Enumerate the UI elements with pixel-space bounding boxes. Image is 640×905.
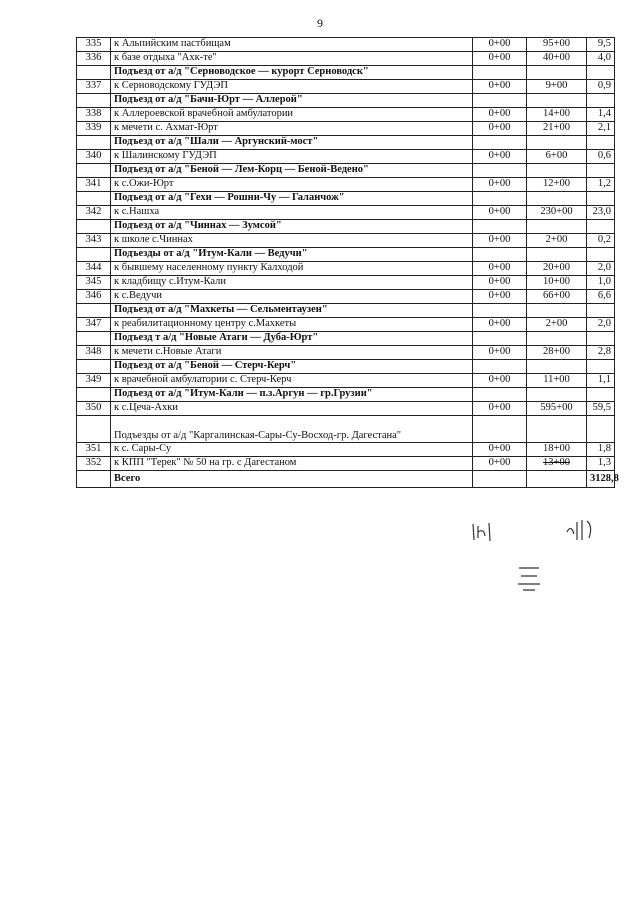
row-number-cell: 337 [77, 80, 111, 94]
start-km-cell [473, 66, 527, 80]
section-header-row [77, 248, 615, 262]
start-km-cell: 0+00 [473, 122, 527, 136]
table-row [77, 346, 615, 360]
row-number-cell: 350 [77, 402, 111, 416]
road-name-cell: к Серноводскому ГУДЭП [111, 80, 473, 94]
road-name-cell: к с.Нашха [111, 206, 473, 220]
road-name-cell: к реабилитационному центру с.Махкеты [111, 318, 473, 332]
end-km-cell: 2+00 [527, 318, 587, 332]
row-number-cell [77, 360, 111, 374]
end-km-cell [527, 360, 587, 374]
signature-mark-right [565, 518, 595, 542]
start-km-cell: 0+00 [473, 457, 527, 471]
section-title-cell: Подъезды от а/д "Каргалинская-Сары-Су-Восход-гр. Дагестана" [111, 416, 473, 443]
road-name-cell: к с.Ожи-Юрт [111, 178, 473, 192]
road-name-cell: к Шалинскому ГУДЭП [111, 150, 473, 164]
end-km-cell [527, 248, 587, 262]
length-km-cell [587, 360, 615, 374]
table-row [77, 38, 615, 52]
section-header-row [77, 332, 615, 346]
length-km-cell: 2,8 [587, 346, 615, 360]
length-km-cell: 2,1 [587, 122, 615, 136]
road-name-cell: к Аллероевской врачебной амбулатории [111, 108, 473, 122]
start-km-cell: 0+00 [473, 443, 527, 457]
length-km-cell [587, 248, 615, 262]
length-km-cell [587, 94, 615, 108]
section-title-cell: Подъезд от а/д "Чиннах — Зумсой" [111, 220, 473, 234]
length-km-cell: 1,3 [587, 457, 615, 471]
section-title-cell: Подъезд от а/д "Гехи — Рошни-Чу — Галанчож" [111, 192, 473, 206]
row-number-cell [77, 388, 111, 402]
road-name-cell: к школе с.Чиннах [111, 234, 473, 248]
end-km-cell [527, 416, 587, 443]
length-km-cell [587, 164, 615, 178]
table-row [77, 108, 615, 122]
section-title-cell: Подъезд от а/д "Беной — Стерч-Керч" [111, 360, 473, 374]
table-row [77, 457, 615, 471]
start-km-cell [473, 388, 527, 402]
total-label-cell: Всего [111, 471, 473, 488]
start-km-cell [473, 192, 527, 206]
row-number-cell: 347 [77, 318, 111, 332]
signature-mark-left [470, 520, 494, 542]
table-row [77, 318, 615, 332]
length-km-cell: 1,0 [587, 276, 615, 290]
end-km-cell [527, 388, 587, 402]
end-km-cell: 2+00 [527, 234, 587, 248]
end-km-cell: 10+00 [527, 276, 587, 290]
end-km-cell: 18+00 [527, 443, 587, 457]
row-number-cell: 342 [77, 206, 111, 220]
length-km-cell: 4,0 [587, 52, 615, 66]
start-km-cell: 0+00 [473, 178, 527, 192]
row-number-cell [77, 304, 111, 318]
start-km-cell [473, 360, 527, 374]
row-number-cell: 338 [77, 108, 111, 122]
section-header-row [77, 164, 615, 178]
start-km-cell [473, 304, 527, 318]
end-km-cell [527, 332, 587, 346]
end-km-cell: 9+00 [527, 80, 587, 94]
table-row [77, 80, 615, 94]
length-km-cell: 1,8 [587, 443, 615, 457]
end-km-cell: 12+00 [527, 178, 587, 192]
section-header-row [77, 220, 615, 234]
page-number: 9 [317, 16, 323, 30]
start-km-cell: 0+00 [473, 262, 527, 276]
end-km-cell: 230+00 [527, 206, 587, 220]
end-km-cell: 11+00 [527, 374, 587, 388]
section-header-row [77, 66, 615, 80]
end-km-cell: 95+00 [527, 38, 587, 52]
end-km-cell [527, 136, 587, 150]
length-km-cell [587, 332, 615, 346]
row-number-cell [77, 220, 111, 234]
table-row [77, 52, 615, 66]
length-km-cell: 0,9 [587, 80, 615, 94]
row-number-cell: 336 [77, 52, 111, 66]
length-km-cell: 0,2 [587, 234, 615, 248]
end-km-cell [527, 220, 587, 234]
end-km-cell: 13+00 [527, 457, 587, 471]
row-number-cell: 339 [77, 122, 111, 136]
length-km-cell: 0,6 [587, 150, 615, 164]
road-name-cell: к базе отдыха "Ахк-те" [111, 52, 473, 66]
section-title-cell: Подъезд от а/д "Махкеты — Сельментаузен" [111, 304, 473, 318]
start-km-cell: 0+00 [473, 150, 527, 164]
start-km-cell: 0+00 [473, 346, 527, 360]
length-km-cell: 9,5 [587, 38, 615, 52]
end-km-cell [527, 94, 587, 108]
row-number-cell [77, 192, 111, 206]
start-km-cell: 0+00 [473, 234, 527, 248]
section-header-row [77, 388, 615, 402]
start-km-cell [473, 220, 527, 234]
end-km-cell: 14+00 [527, 108, 587, 122]
total-length-cell: 3128,8 [587, 471, 615, 488]
row-number-cell: 349 [77, 374, 111, 388]
row-number-cell: 351 [77, 443, 111, 457]
section-title-cell: Подъезд от а/д "Беной — Лем-Корц — Беной-Ведено" [111, 164, 473, 178]
section-title-cell: Подъезд от а/д "Итум-Кали — п.з.Аргун — гр.Грузии" [111, 388, 473, 402]
row-number-cell [77, 248, 111, 262]
table-row [77, 443, 615, 457]
start-km-cell: 0+00 [473, 38, 527, 52]
row-number-cell [77, 471, 111, 488]
section-header-row [77, 94, 615, 108]
road-name-cell: к КПП "Терек" № 50 на гр. с Дагестаном [111, 457, 473, 471]
road-name-cell: к с. Сары-Су [111, 443, 473, 457]
row-number-cell: 345 [77, 276, 111, 290]
row-number-cell: 335 [77, 38, 111, 52]
start-km-cell: 0+00 [473, 290, 527, 304]
table-row [77, 150, 615, 164]
section-header-row [77, 192, 615, 206]
road-name-cell: к с.Цеча-Ахки [111, 402, 473, 416]
section-header-row [77, 416, 615, 443]
length-km-cell [587, 136, 615, 150]
length-km-cell: 2,0 [587, 318, 615, 332]
end-km-cell [527, 304, 587, 318]
row-number-cell: 340 [77, 150, 111, 164]
row-number-cell [77, 136, 111, 150]
roads-table [76, 37, 619, 488]
start-km-cell: 0+00 [473, 108, 527, 122]
row-number-cell [77, 66, 111, 80]
length-km-cell [587, 192, 615, 206]
start-km-cell [473, 248, 527, 262]
length-km-cell: 1,2 [587, 178, 615, 192]
road-name-cell: к мечети с. Ахмат-Юрт [111, 122, 473, 136]
row-number-cell [77, 94, 111, 108]
row-number-cell [77, 416, 111, 443]
start-km-cell: 0+00 [473, 206, 527, 220]
table-row [77, 290, 615, 304]
end-km-cell: 28+00 [527, 346, 587, 360]
table-row [77, 206, 615, 220]
start-km-cell: 0+00 [473, 402, 527, 416]
length-km-cell [587, 304, 615, 318]
end-km-cell [527, 66, 587, 80]
roads-table-body [77, 38, 619, 488]
length-km-cell: 1,4 [587, 108, 615, 122]
section-header-row [77, 360, 615, 374]
end-km-cell: 40+00 [527, 52, 587, 66]
row-number-cell: 341 [77, 178, 111, 192]
section-title-cell: Подъезд т а/д "Новые Атаги — Дуба-Юрт" [111, 332, 473, 346]
table-row [77, 262, 615, 276]
table-row [77, 178, 615, 192]
road-name-cell: к кладбищу с.Итум-Кали [111, 276, 473, 290]
section-title-cell: Подъезд от а/д "Серноводское — курорт Серноводск" [111, 66, 473, 80]
start-km-cell [473, 332, 527, 346]
start-km-cell [473, 164, 527, 178]
table-row [77, 374, 615, 388]
row-number-cell: 344 [77, 262, 111, 276]
table-row [77, 234, 615, 248]
end-km-cell: 66+00 [527, 290, 587, 304]
length-km-cell [587, 66, 615, 80]
road-name-cell: к мечети с.Новые Атаги [111, 346, 473, 360]
section-title-cell: Подъезд от а/д "Шали — Аргунский-мост" [111, 136, 473, 150]
section-header-row [77, 304, 615, 318]
start-km-cell [473, 94, 527, 108]
end-km-cell [527, 192, 587, 206]
start-km-cell: 0+00 [473, 276, 527, 290]
row-number-cell: 348 [77, 346, 111, 360]
row-number-cell: 346 [77, 290, 111, 304]
total-row [77, 471, 615, 488]
start-km-cell: 0+00 [473, 318, 527, 332]
end-km-cell [527, 471, 587, 488]
start-km-cell: 0+00 [473, 52, 527, 66]
length-km-cell [587, 220, 615, 234]
length-km-cell [587, 416, 615, 443]
section-title-cell: Подъезд от а/д "Бачи-Юрт — Аллерой" [111, 94, 473, 108]
length-km-cell [587, 388, 615, 402]
stamp-mark [515, 562, 543, 592]
start-km-cell [473, 416, 527, 443]
length-km-cell: 6,6 [587, 290, 615, 304]
start-km-cell: 0+00 [473, 374, 527, 388]
table-row [77, 122, 615, 136]
road-name-cell: к с.Ведучи [111, 290, 473, 304]
road-name-cell: к врачебной амбулатории с. Стерч-Керч [111, 374, 473, 388]
length-km-cell: 59,5 [587, 402, 615, 416]
end-km-cell: 21+00 [527, 122, 587, 136]
table-row [77, 276, 615, 290]
end-km-cell [527, 164, 587, 178]
road-name-cell: к Альпийским пастбищам [111, 38, 473, 52]
section-header-row [77, 136, 615, 150]
length-km-cell: 2,0 [587, 262, 615, 276]
length-km-cell: 1,1 [587, 374, 615, 388]
start-km-cell [473, 471, 527, 488]
road-name-cell: к бывшему населенному пункту Калходой [111, 262, 473, 276]
row-number-cell: 352 [77, 457, 111, 471]
section-title-cell: Подъезды от а/д "Итум-Кали — Ведучи" [111, 248, 473, 262]
row-number-cell [77, 332, 111, 346]
end-km-cell: 6+00 [527, 150, 587, 164]
start-km-cell: 0+00 [473, 80, 527, 94]
length-km-cell: 23,0 [587, 206, 615, 220]
start-km-cell [473, 136, 527, 150]
row-number-cell: 343 [77, 234, 111, 248]
end-km-cell: 595+00 [527, 402, 587, 416]
table-row [77, 402, 615, 416]
row-number-cell [77, 164, 111, 178]
end-km-cell: 20+00 [527, 262, 587, 276]
